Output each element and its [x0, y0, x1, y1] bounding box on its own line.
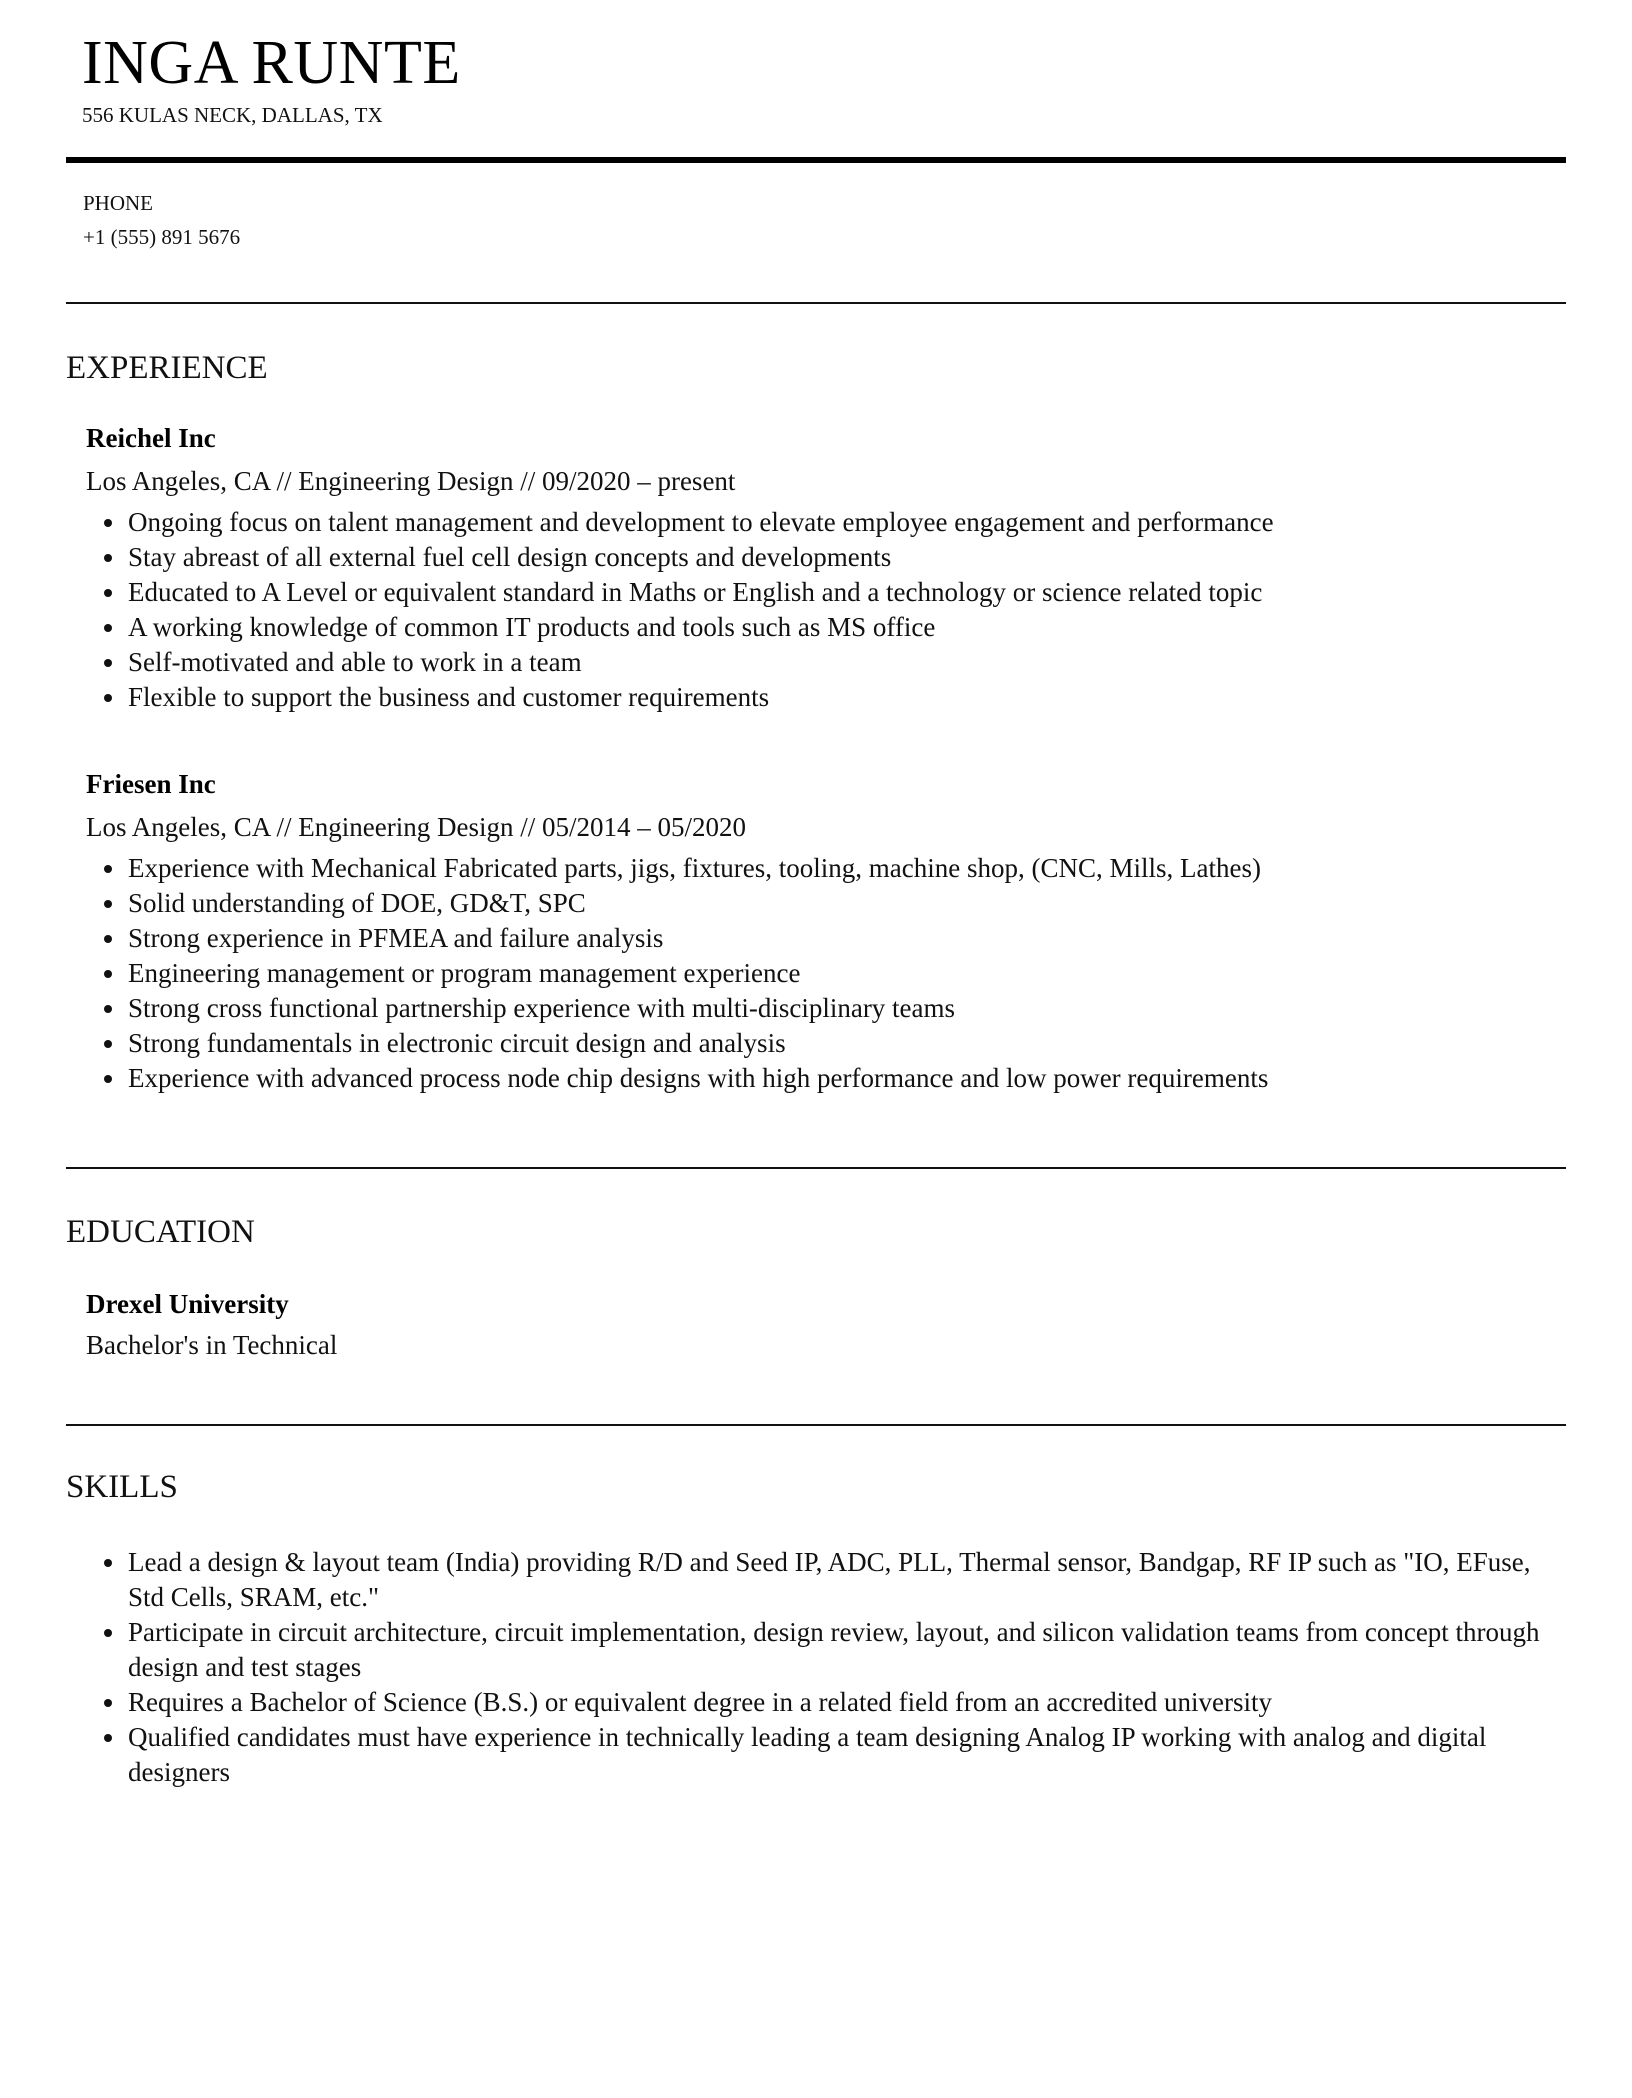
skill-item	[86, 1685, 1566, 1720]
bullet-icon	[104, 970, 112, 978]
bullet-item	[86, 956, 1566, 991]
candidate-name: INGA RUNTE	[82, 29, 461, 97]
bullet-icon	[104, 1559, 112, 1567]
bullet-icon	[104, 659, 112, 667]
bullet-icon	[104, 694, 112, 702]
education-entry	[86, 1287, 1566, 1369]
bullet-icon	[104, 1005, 112, 1013]
phone-label: PHONE	[83, 191, 154, 215]
skill-item	[86, 1545, 1566, 1615]
bullet-icon	[104, 1040, 112, 1048]
bullet-icon	[104, 589, 112, 597]
bullet-icon	[104, 1629, 112, 1637]
skill-item	[86, 1615, 1566, 1685]
skills-list-container	[86, 1545, 1566, 1790]
job-meta: Los Angeles, CA // Engineering Design // 05/2014 – 05/2020	[86, 812, 746, 842]
bullet-item	[86, 645, 1566, 680]
phone-number: +1 (555) 891 5676	[83, 225, 241, 249]
skill-text: Qualified candidates must have experience in technically leading a team designing Analog IP working with analog and digital designers	[128, 1722, 1487, 1787]
bullet-icon	[104, 900, 112, 908]
school-name: Drexel University	[86, 1289, 289, 1319]
bullet-item	[86, 1026, 1566, 1061]
contact-divider	[66, 302, 1566, 304]
bullet-text: Experience with Mechanical Fabricated parts, jigs, fixtures, tooling, machine shop, (CNC, Mills, Lathes)	[128, 853, 1261, 883]
experience-entry	[86, 767, 1566, 1096]
education-heading: EDUCATION	[66, 1214, 255, 1250]
bullet-text: Flexible to support the business and customer requirements	[128, 682, 770, 712]
job-bullets	[86, 851, 1566, 1096]
bullet-text: Solid understanding of DOE, GD&T, SPC	[128, 888, 586, 918]
bullet-text: Strong cross functional partnership experience with multi-disciplinary teams	[128, 993, 956, 1023]
skill-text: Requires a Bachelor of Science (B.S.) or equivalent degree in a related field from an accredited university	[128, 1687, 1273, 1717]
bullet-item	[86, 680, 1566, 715]
bullet-icon	[104, 1699, 112, 1707]
bullet-icon	[104, 865, 112, 873]
bullet-icon	[104, 519, 112, 527]
bullet-text: Strong fundamentals in electronic circuit design and analysis	[128, 1028, 786, 1058]
bullet-text: Educated to A Level or equivalent standard in Maths or English and a technology or science related topic	[128, 577, 1263, 607]
bullet-text: Strong experience in PFMEA and failure analysis	[128, 923, 664, 953]
skill-item	[86, 1720, 1566, 1790]
bullet-item	[86, 505, 1566, 540]
bullet-icon	[104, 1734, 112, 1742]
bullet-icon	[104, 624, 112, 632]
bullet-item	[86, 540, 1566, 575]
bullet-item	[86, 991, 1566, 1026]
skill-text: Lead a design & layout team (India) providing R/D and Seed IP, ADC, PLL, Thermal sensor, Bandgap, RF IP such as "IO, EFuse, Std Cells, SRAM, etc."	[128, 1547, 1531, 1612]
degree: Bachelor's in Technical	[86, 1330, 338, 1360]
bullet-item	[86, 575, 1566, 610]
header-divider	[66, 157, 1566, 163]
job-meta: Los Angeles, CA // Engineering Design // 09/2020 – present	[86, 466, 736, 496]
skill-text: Participate in circuit architecture, circuit implementation, design review, layout, and silicon validation teams from concept through design and test stages	[128, 1617, 1540, 1682]
candidate-address: 556 KULAS NECK, DALLAS, TX	[82, 103, 383, 127]
job-bullets	[86, 505, 1566, 715]
bullet-item	[86, 921, 1566, 956]
experience-heading: EXPERIENCE	[66, 350, 268, 386]
bullet-icon	[104, 1075, 112, 1083]
bullet-icon	[104, 554, 112, 562]
bullet-text: Experience with advanced process node chip designs with high performance and low power requirements	[128, 1063, 1269, 1093]
bullet-text: Stay abreast of all external fuel cell design concepts and developments	[128, 542, 892, 572]
bullet-item	[86, 610, 1566, 645]
experience-divider	[66, 1167, 1566, 1169]
bullet-text: Ongoing focus on talent management and development to elevate employee engagement and performance	[128, 507, 1274, 537]
bullet-text: Engineering management or program management experience	[128, 958, 801, 988]
bullet-item	[86, 886, 1566, 921]
skills-list	[86, 1545, 1566, 1790]
education-divider	[66, 1424, 1566, 1426]
bullet-icon	[104, 935, 112, 943]
company-name: Friesen Inc	[86, 769, 216, 799]
company-name: Reichel Inc	[86, 423, 216, 453]
bullet-text: A working knowledge of common IT products and tools such as MS office	[128, 612, 936, 642]
bullet-item	[86, 851, 1566, 886]
bullet-item	[86, 1061, 1566, 1096]
experience-entry	[86, 421, 1566, 715]
skills-heading: SKILLS	[66, 1469, 178, 1505]
bullet-text: Self-motivated and able to work in a team	[128, 647, 582, 677]
